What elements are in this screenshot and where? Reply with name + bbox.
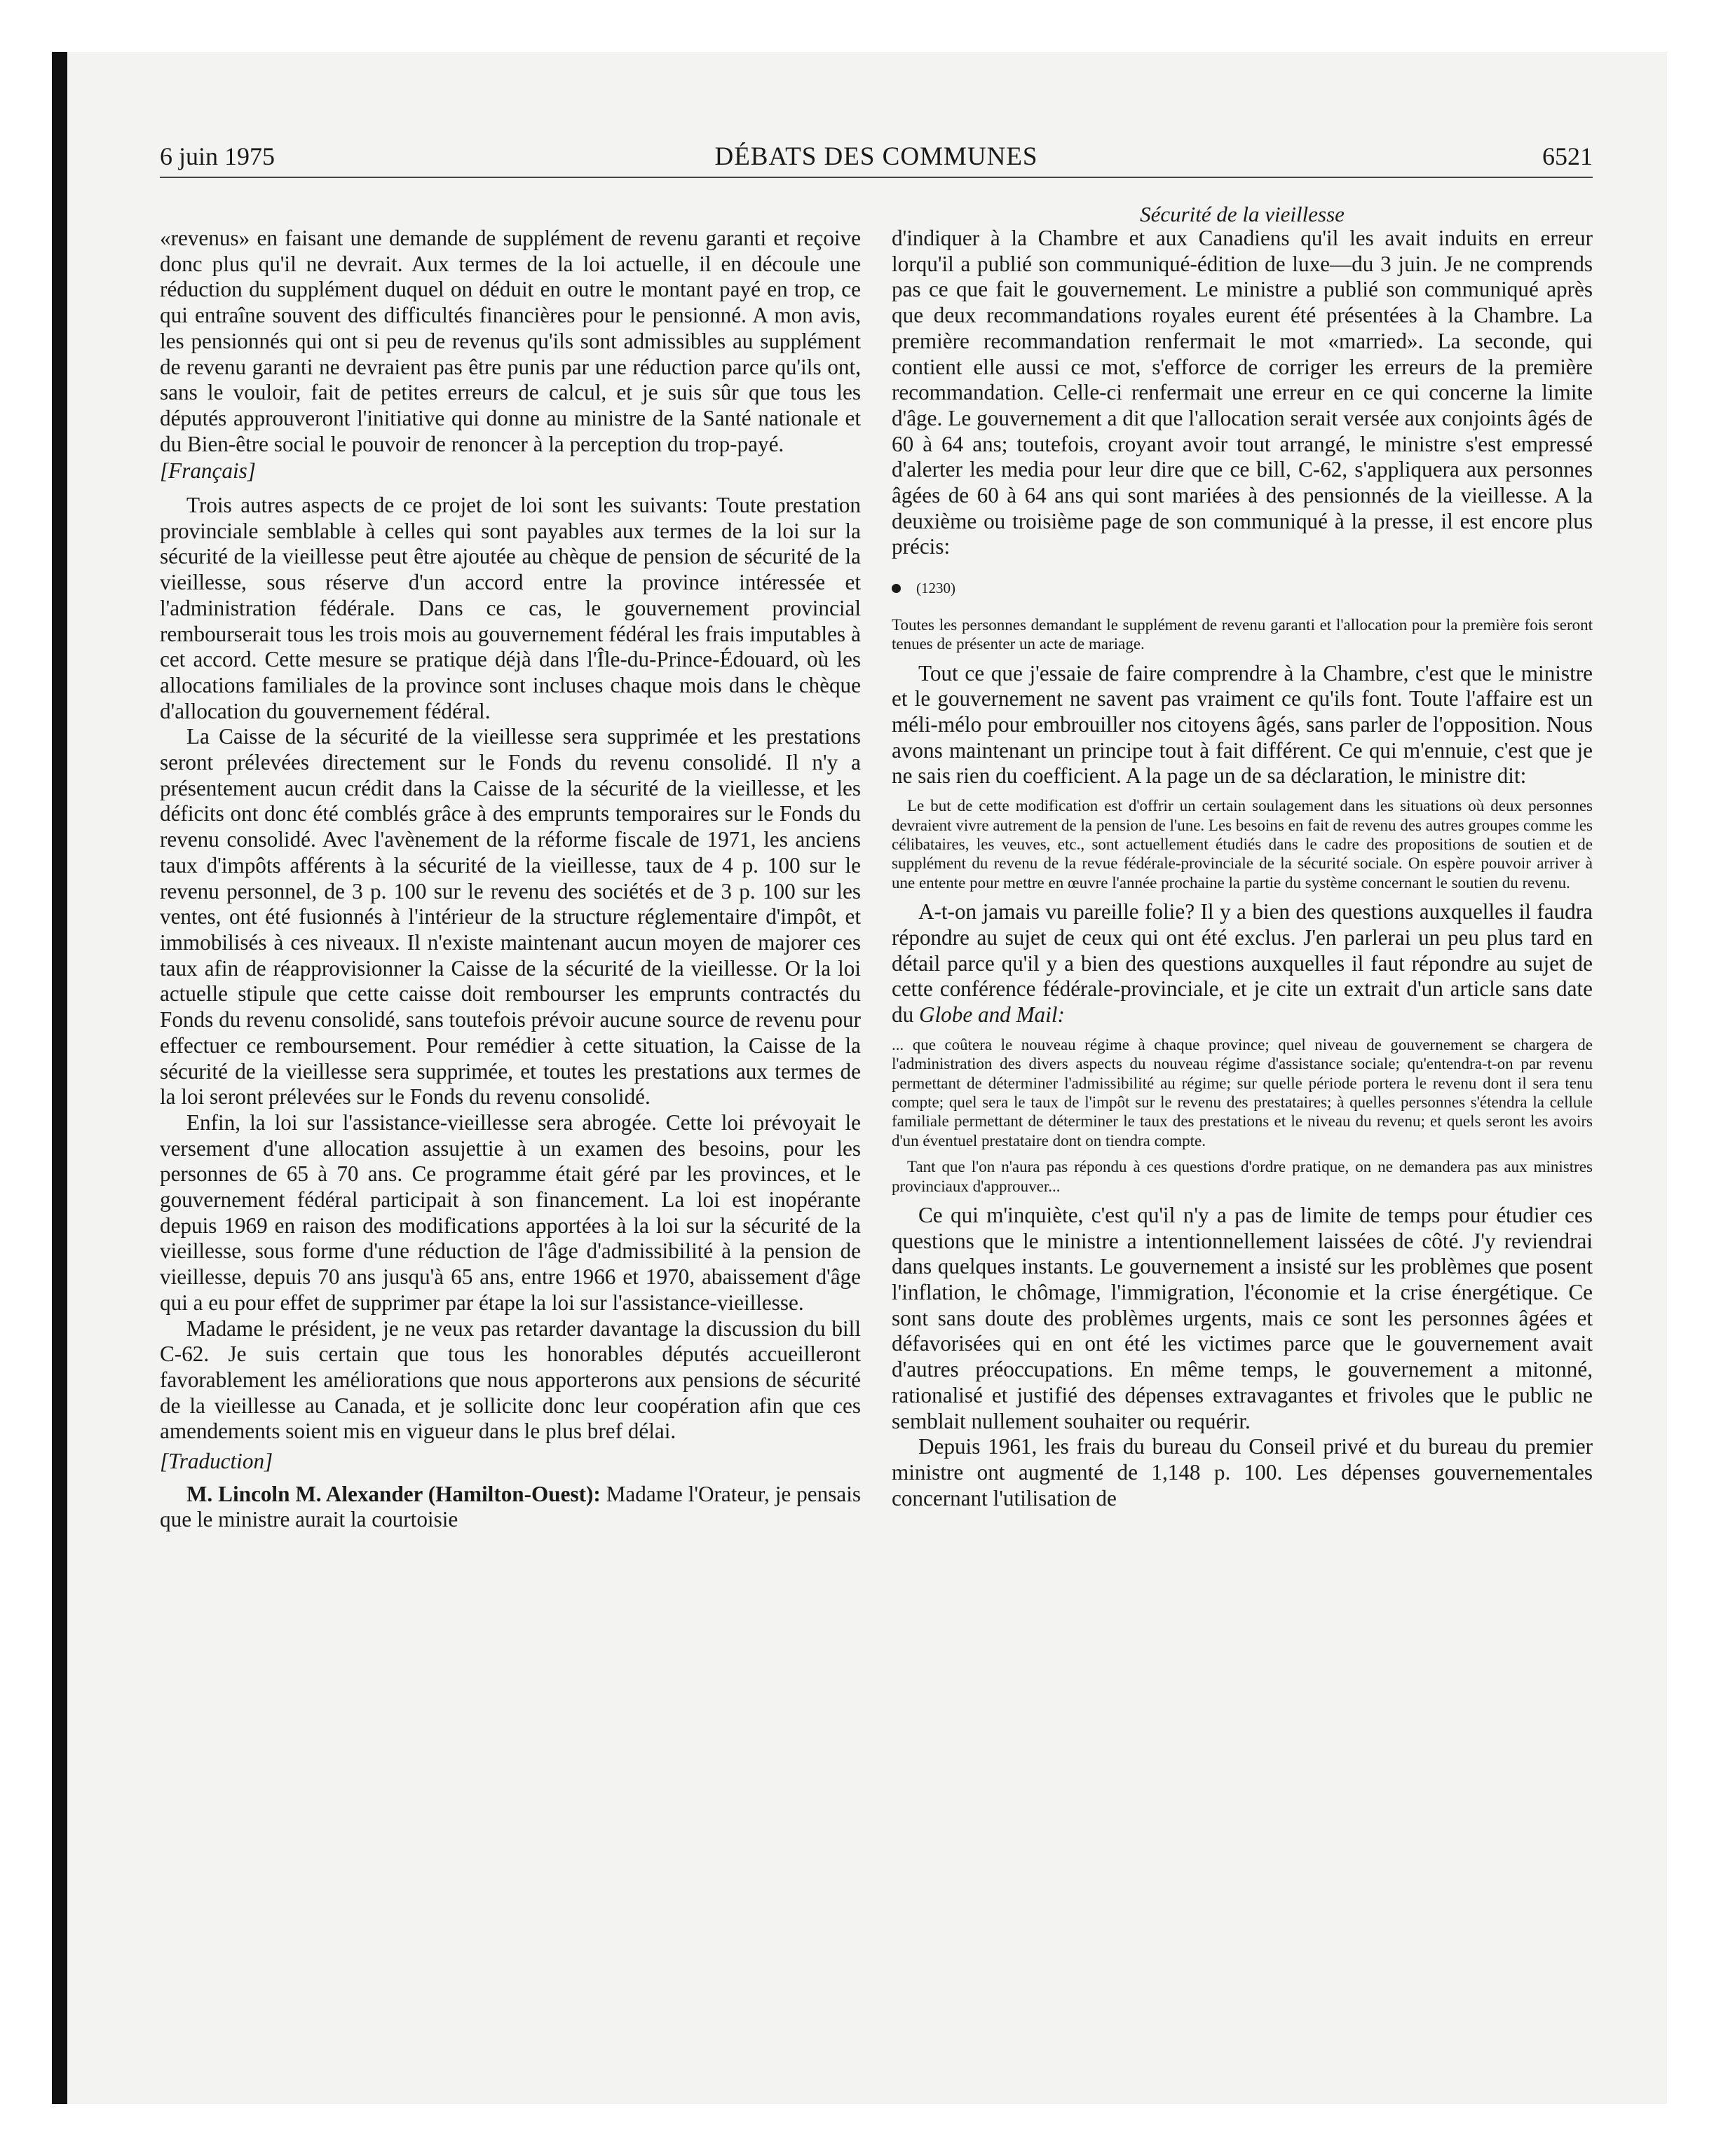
scan-edge-bar bbox=[52, 52, 67, 2104]
left-column bbox=[160, 226, 861, 1533]
paragraph: Enfin, la loi sur l'assistance-vieillesse sera abrogée. Cette loi prévoyait le versement d'une allocation assujettie à un examen des besoins, pour les personnes de 65 à 70 ans. Ce programme était géré par les provinces, et le gouvernement fédéral participait à son financement. La loi est inopérante depuis 1969 en raison des modifications apportées à la loi sur la sécurité de la vieillesse, sous forme d'une réduction de l'âge d'admissibilité à la pension de vieillesse, depuis 70 ans jusqu'à 65 ans, entre 1966 et 1970, abaissement d'âge qui a eu pour effet de supprimer par étape la loi sur l'assistance-vieillesse. bbox=[160, 1110, 861, 1315]
header-title: DÉBATS DES COMMUNES bbox=[714, 142, 1038, 171]
block-quote: Le but de cette modification est d'offrir un certain soulagement dans les situations où deux personnes devraient vivre autrement de la pension de l'une. Les besoins en fait de revenu des autres groupes comme les célibataires, les veuves, etc., sont actuellement étudiés dans le cadre des propositions de soutien et de supplément du revenu de la revue fédérale-provinciale de la sécurité sociale. On espère pouvoir arriver à une entente pour mettre en œuvre l'année prochaine la partie du système concernant le soutien du revenu. bbox=[892, 797, 1593, 892]
page-number: 6521 bbox=[1542, 142, 1593, 170]
bullet-dot-icon bbox=[892, 584, 901, 593]
paragraph-text: A-t-on jamais vu pareille folie? Il y a bien des questions auxquelles il faudra répondre au sujet de ceux qui ont été exclus. J'en parlerai un peu plus tard en détail parce qu'il y a bien des questions auxquelles il faut répondre au sujet de cette conférence fédérale-provinciale, et je cite un extrait d'un article sans date du bbox=[892, 899, 1593, 1028]
paragraph: Madame le président, je ne veux pas retarder davantage la discussion du bill C-62. Je suis certain que tous les honorables députés accueilleront favorablement les améliorations que nous apporterons aux pensions de sécurité de la vieillesse au Canada, et je sollicite donc leur coopération afin que ces amendements soient mis en vigueur dans le plus bref délai. bbox=[160, 1316, 861, 1444]
block-quote: Tant que l'on n'aura pas répondu à ces questions d'ordre pratique, on ne demandera pas aux ministres provinciaux d'approuver... bbox=[892, 1158, 1593, 1195]
newspaper-title: Globe and Mail: bbox=[918, 1002, 1065, 1028]
timestamp-text: (1230) bbox=[916, 580, 955, 597]
paragraph bbox=[892, 899, 1593, 1028]
speaker-paragraph bbox=[160, 1482, 861, 1533]
page-header bbox=[160, 142, 1593, 178]
paragraph: «revenus» en faisant une demande de supplément de revenu garanti et reçoive donc plus qu'il ne devrait. Aux termes de la loi actuelle, il en découle une réduction du supplément duquel on déduit en outre le montant payé en trop, ce qui entraîne souvent des difficultés financières pour le pensionné. A mon avis, les pensionnés qui ont si peu de revenus qu'ils sont admissibles au supplément de revenu garanti ne devraient pas être punis par une réduction parce qu'ils ont, sans le vouloir, fait de petites erreurs de calcul, et je suis sûr que tous les députés approuveront l'initiative qui donne au ministre de la Santé nationale et du Bien-être social le pouvoir de renoncer à la perception du trop-payé. bbox=[160, 226, 861, 456]
right-column bbox=[892, 226, 1593, 1511]
speaker-name: M. Lincoln M. Alexander (Hamilton-Ouest): bbox=[186, 1481, 601, 1506]
header-date: 6 juin 1975 bbox=[160, 142, 275, 170]
language-label-francais: [Français] bbox=[160, 458, 256, 484]
paragraph: Tout ce que j'essaie de faire comprendre à la Chambre, c'est que le ministre et le gouvernement ne savent pas vraiment ce qu'ils font. Toute l'affaire est un méli-mélo pour embrouiller nos citoyens âgés, sans parler de l'opposition. Nous avons maintenant un principe tout à fait différent. Ce qui m'ennuie, c'est que je ne sais rien du coefficient. A la page un de sa déclaration, le ministre dit: bbox=[892, 660, 1593, 789]
paragraph: d'indiquer à la Chambre et aux Canadiens qu'il les avait induits en erreur lorqu'il a publié son communiqué-édition de luxe—du 3 juin. Je ne comprends pas ce que fait le gouvernement. Le ministre a publié son communiqué après que deux recommandations royales eurent été présentées à la Chambre. La première recommandation renfermait le mot «married». La seconde, qui contient elle aussi ce mot, s'efforce de corriger les erreurs de la première recommandation. Celle-ci renfermait une erreur en ce qui concerne la limite d'âge. Le gouvernement a dit que l'allocation serait versée aux conjoints âgés de 60 à 64 ans; toutefois, croyant avoir tout arrangé, le ministre s'est empressé d'alerter les media pour leur dire que ce bill, C-62, s'appliquera aux personnes âgées de 60 à 64 ans qui sont mariées à des pensionnés de la vieillesse. A la deuxième ou troisième page de son communiqué à la presse, il est encore plus précis: bbox=[892, 226, 1593, 559]
block-quote: ... que coûtera le nouveau régime à chaque province; quel niveau de gouvernement se chargera de l'administration des divers aspects du nouveau régime d'assistance sociale; qu'entendra-t-on par revenu permettant de déterminer l'admissibilité au régime; sur quelle période portera le revenu dont il sera tenu compte; quel sera le taux de l'impôt sur le revenu des prestataires; à quelles personnes s'étendra la cellule familiale permettant de déterminer le taux des prestations et le niveau du revenu; et quels seront les avoirs d'un éventuel prestataire dont on tiendra compte. bbox=[892, 1035, 1593, 1149]
paragraph: Ce qui m'inquiète, c'est qu'il n'y a pas de limite de temps pour étudier ces questions que le ministre a intentionnellement laissées de côté. J'y reviendrai dans quelques instants. Le gouvernement a insisté sur les problèmes que posent l'inflation, le chômage, l'immigration, l'économie et la crise énergétique. Ce sont sans doute des problèmes urgents, mais ce sont les personnes âgées et défavorisées qui en ont été les victimes parce que le gouvernement avait d'autres préoccupations. En même temps, le gouvernement a mitonné, rationalisé et justifié des dépenses extravagantes et frivoles que le public ne semblait nullement souhaiter ou requérir. bbox=[892, 1202, 1593, 1433]
block-quote: Toutes les personnes demandant le supplément de revenu garanti et l'allocation pour la première fois seront tenues de présenter un acte de mariage. bbox=[892, 615, 1593, 653]
paragraph: Depuis 1961, les frais du bureau du Conseil privé et du bureau du premier ministre ont augmenté de 1,148 p. 100. Les dépenses gouvernementales concernant l'utilisation de bbox=[892, 1434, 1593, 1510]
paragraph: Trois autres aspects de ce projet de loi sont les suivants: Toute prestation provinciale semblable à celles qui sont payables aux termes de la loi sur la sécurité de la vieillesse peut être ajoutée au chèque de pension de sécurité de la vieillesse, sous réserve d'un accord entre la province intéressée et l'administration fédérale. Dans ce cas, le gouvernement provincial rembourserait tous les trois mois au gouvernement fédéral les frais imputables à cet accord. Cette mesure se pratique déjà dans l'Île-du-Prince-Édouard, où les allocations familiales de la province sont incluses chaque mois dans le chèque d'allocation du gouvernement fédéral. bbox=[160, 493, 861, 723]
paragraph: La Caisse de la sécurité de la vieillesse sera supprimée et les prestations seront prélevées directement sur le Fonds du revenu consolidé. Il n'y a présentement aucun crédit dans la Caisse de la sécurité de la vieillesse, et les déficits ont donc été comblés grâce à des emprunts temporaires sur le Fonds du revenu consolidé. Avec l'avènement de la réforme fiscale de 1971, les anciens taux d'impôts afférents à la sécurité de la vieillesse, taux de 4 p. 100 sur le revenu personnel, de 3 p. 100 sur le revenu des sociétés et de 3 p. 100 sur les ventes, ont été fusionnés à l'intérieur de la structure réglementaire d'impôt, et immobilisés à ces niveaux. Il n'existe maintenant aucun moyen de majorer ces taux afin de réapprovisionner la Caisse de la sécurité de la vieillesse. Or la loi actuelle stipule que cette caisse doit rembourser les emprunts contractés du Fonds du revenu consolidé, sans toutefois prévoir aucune source de revenu pour effectuer ce remboursement. Pour remédier à cette situation, la Caisse de la sécurité de la vieillesse sera supprimée, et toutes les prestations aux termes de la loi seront prélevées sur le Fonds du revenu consolidé. bbox=[160, 724, 861, 1110]
timestamp bbox=[892, 575, 1593, 601]
language-label-traduction: [Traduction] bbox=[160, 1449, 273, 1474]
section-title: Sécurité de la vieillesse bbox=[1140, 202, 1345, 226]
speaker-text: Madame l'Orateur, je pensais que le ministre aurait la courtoisie bbox=[160, 1481, 861, 1532]
